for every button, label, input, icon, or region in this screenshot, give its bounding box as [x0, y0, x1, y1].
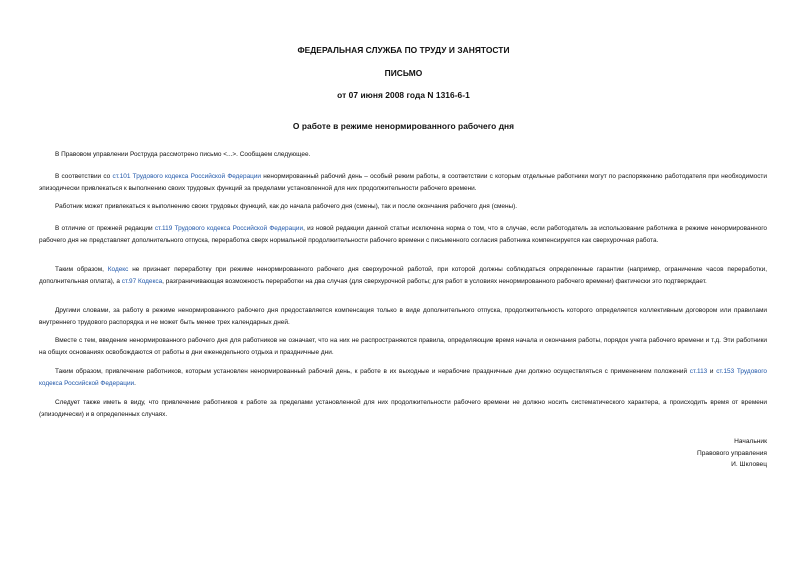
link-kodeks[interactable]: Кодекс	[107, 266, 129, 273]
paragraph-5	[39, 264, 767, 287]
paragraph-9: Следует также иметь в виду, что привлечение работников к работе за пределами установленной для них продолжительности рабочего времени не должно носить систематического характера, а происходить время от времени (эпизодически) и в определенных случаях.	[39, 399, 767, 418]
text: В соответствии со	[55, 173, 113, 180]
signature-department: Правового управления	[697, 449, 767, 457]
document-type: ПИСЬМО	[384, 68, 423, 78]
paragraph-2	[39, 171, 767, 194]
link-art-101[interactable]: ст.101 Трудового кодекса Российской Федерации	[112, 173, 262, 180]
link-art-119[interactable]: ст.119 Трудового кодекса Российской Федерации	[154, 225, 304, 232]
agency-title: ФЕДЕРАЛЬНАЯ СЛУЖБА ПО ТРУДУ И ЗАНЯТОСТИ	[297, 45, 510, 55]
paragraph-6: Другими словами, за работу в режиме ненормированного рабочего дня предоставляется компенсация только в виде дополнительного отпуска, продолжительность которого определяется коллективным договором или правилами внутреннего трудового распорядка и не может быть менее трех календарных дней.	[39, 307, 767, 326]
text: и	[707, 368, 717, 375]
paragraph-1: В Правовом управлении Роструда рассмотрено письмо <...>. Сообщаем следующее.	[55, 151, 311, 158]
paragraph-8	[39, 366, 767, 389]
document-date-number: от 07 июня 2008 года N 1316-6-1	[337, 90, 470, 100]
paragraph-4	[39, 223, 767, 246]
text: Таким образом, привлечение работников, которым установлен ненормированный рабочий день, к работе в их выходные и нерабочие праздничные дни должно осуществляться с применением положений	[55, 368, 690, 375]
paragraph-3: Работник может привлекаться к выполнению своих трудовых функций, как до начала рабочего дня (смены), так и после окончания рабочего дня (смены).	[55, 203, 518, 210]
text: ненормированный рабочий день – особый режим работы, в соответствии с которым отдельные работники могут по распоряжению работодателя при необходимости эпизодически привлекаться к выполнению своих трудовых функций за пределами установленной для них продолжительности рабочего времени.	[39, 173, 767, 192]
text: .	[134, 379, 136, 387]
signature-position: Начальник	[734, 438, 767, 445]
paragraph-7: Вместе с тем, введение ненормированного рабочего дня для работников не означает, что на них не распространяются правила, определяющие время начала и окончания работы, порядок учета рабочего времени и т.д. Эти работники на общих основаниях освобождаются от работы в дни еженедельного отдыха и праздничные дни.	[39, 337, 767, 356]
text: не признает переработку при режиме ненормированного рабочего дня сверхурочной работой, при которой должны соблюдаться определенные гарантии (например, ограничение часов переработки, дополнительная оплата), а	[39, 266, 767, 285]
text: , из новой редакции данной статьи исключена норма о том, что в случае, если работодатель за использование работника в режиме ненормированного рабочего дня не представляет дополнительного отпуска, переработка сверх нормальной продолжительности рабочего времени с письменного согласия работника компенсируется как сверхурочная работа.	[39, 225, 767, 244]
text: В отличие от прежней редакции	[55, 225, 155, 232]
signature-block	[697, 436, 767, 471]
document-subject: О работе в режиме ненормированного рабочего дня	[292, 121, 515, 131]
text: Таким образом,	[55, 266, 108, 273]
signature-name: И. Шкловец	[731, 461, 767, 468]
link-art-97[interactable]: ст.97 Кодекса	[121, 277, 163, 285]
link-art-113[interactable]: ст.113	[689, 368, 708, 375]
link-art-153[interactable]: ст.153 Трудового кодекса Российской Федерации	[39, 368, 767, 387]
text: , разграничивающая возможность переработки на два случая (для сверхурочной работы; для работ в условиях ненормированного рабочего времени) фактически это подтверждает.	[162, 277, 707, 285]
